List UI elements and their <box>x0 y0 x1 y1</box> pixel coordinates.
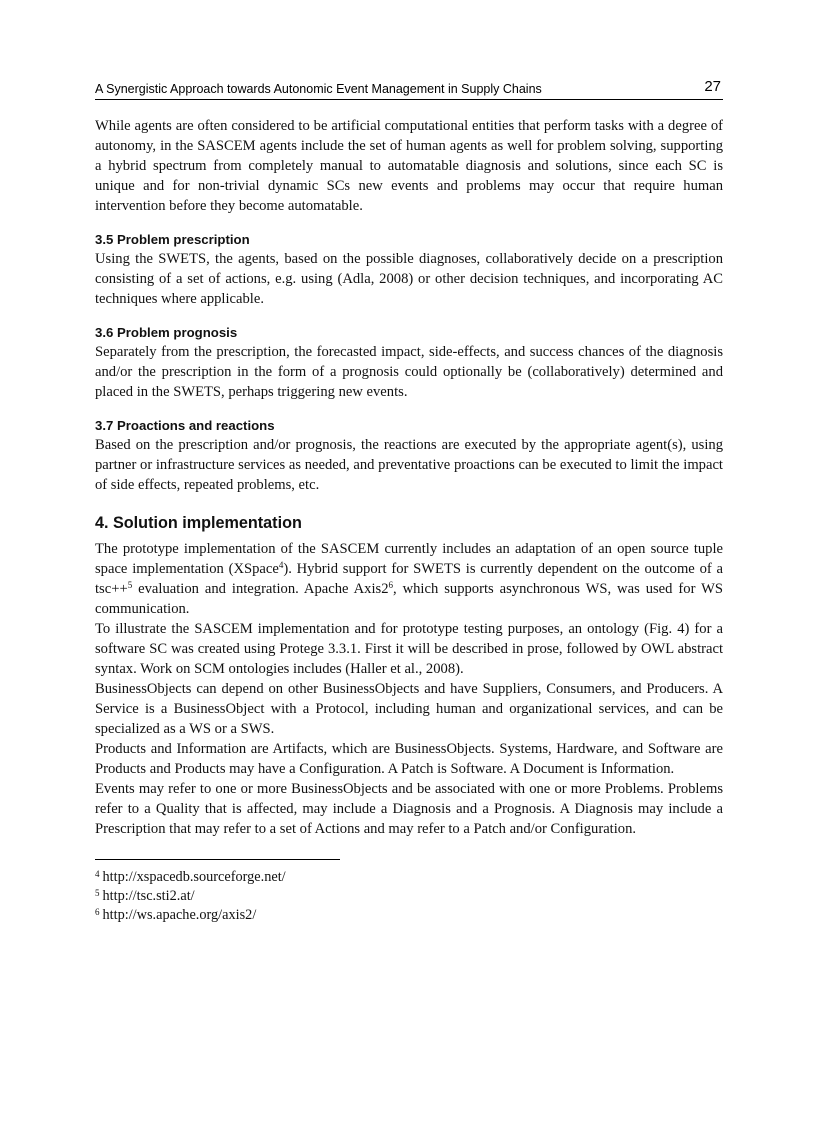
footnote-url: http://tsc.sti2.at/ <box>102 888 195 904</box>
p1-part-a: The prototype implementation of the SASCEM currently includes an adaptation of an open source tuple space implementation (XSpace <box>95 541 723 577</box>
p1-part-b: ). Hybrid support for SWETS is currently dependent on the outcome of a tsc++ <box>95 561 723 597</box>
subsection-heading: 3.5 Problem prescription <box>95 232 250 247</box>
subsection-paragraph: Separately from the prescription, the forecasted impact, side-effects, and success chances of the diagnosis and/or the prescription in the form of a prognosis could optionally be (collaboratively) determined and placed in the SWETS, perhaps triggering new events. <box>95 344 723 400</box>
footnote-ref-4: 4 <box>278 560 284 570</box>
footnotes <box>95 868 723 925</box>
section-paragraph-4: Products and Information are Artifacts, which are BusinessObjects. Systems, Hardware, and Software are Products and Products may have a Configuration. A Patch is Software. A Document is Information. <box>95 741 723 777</box>
running-header <box>95 80 723 100</box>
section-paragraph-2: To illustrate the SASCEM implementation and for prototype testing purposes, an ontology (Fig. 4) for a software SC was created using Protege 3.3.1. First it will be described in prose, followed by OWL abstract syntax. Work on SCM ontologies includes (Haller et al., 2008). <box>95 621 723 677</box>
footnote-url: http://ws.apache.org/axis2/ <box>102 907 257 923</box>
footnote-ref-5: 5 <box>127 580 133 590</box>
subsection-3-5 <box>95 231 723 309</box>
footnote-mark: 4 <box>95 869 100 879</box>
footnote-4 <box>95 868 723 887</box>
section-paragraph-5: Events may refer to one or more BusinessObjects and be associated with one or more Problems. Problems refer to a Quality that is affected, may include a Diagnosis and a Prognosis. A Diagnosis may include a Prescription that may refer to a set of Actions and may refer to a Patch and/or Configuration. <box>95 781 723 837</box>
section-heading: 4. Solution implementation <box>95 514 302 532</box>
subsection-3-7 <box>95 417 723 495</box>
running-title: A Synergistic Approach towards Autonomic Event Management in Supply Chains <box>95 82 542 96</box>
subsection-heading: 3.6 Problem prognosis <box>95 325 238 340</box>
footnote-ref-6: 6 <box>388 580 393 590</box>
p1-part-c: evaluation and integration. Apache Axis2 <box>132 581 389 597</box>
footnote-mark: 5 <box>95 888 100 898</box>
footnote-url: http://xspacedb.sourceforge.net/ <box>102 869 286 885</box>
page-body <box>95 116 723 925</box>
subsection-heading: 3.7 Proactions and reactions <box>95 418 275 433</box>
subsection-paragraph: Using the SWETS, the agents, based on the possible diagnoses, collaboratively decide on a prescription consisting of a set of actions, e.g. using (Adla, 2008) or other decision techniques, and incorporating AC techniques where applicable. <box>95 251 723 307</box>
subsection-paragraph: Based on the prescription and/or prognosis, the reactions are executed by the appropriate agent(s), using partner or infrastructure services as needed, and preventative proactions can be executed to limit the impact of side effects, repeated problems, etc. <box>95 437 723 493</box>
footnote-divider <box>95 859 340 860</box>
intro-paragraph: While agents are often considered to be artificial computational entities that perform tasks with a degree of autonomy, in the SASCEM agents include the set of human agents as well for problem solving, supporting a hybrid spectrum from completely manual to automatable diagnosis and solutions, since each SC is unique and for non-trivial dynamic SCs new events and problems may occur that require human intervention before they become automatable. <box>95 118 723 214</box>
footnote-mark: 6 <box>95 907 100 917</box>
page-number: 27 <box>704 78 721 95</box>
footnote-5 <box>95 887 723 906</box>
subsection-3-6 <box>95 324 723 402</box>
section-paragraph-1 <box>95 539 723 619</box>
section-paragraph-3: BusinessObjects can depend on other BusinessObjects and have Suppliers, Consumers, and Producers. A Service is a BusinessObject with a Protocol, including human and organizational services, and can be specialized as a WS or a SWS. <box>95 681 723 737</box>
p1-part-d: , which supports asynchronous WS, was used for WS communication. <box>95 581 724 617</box>
footnote-6 <box>95 906 723 925</box>
